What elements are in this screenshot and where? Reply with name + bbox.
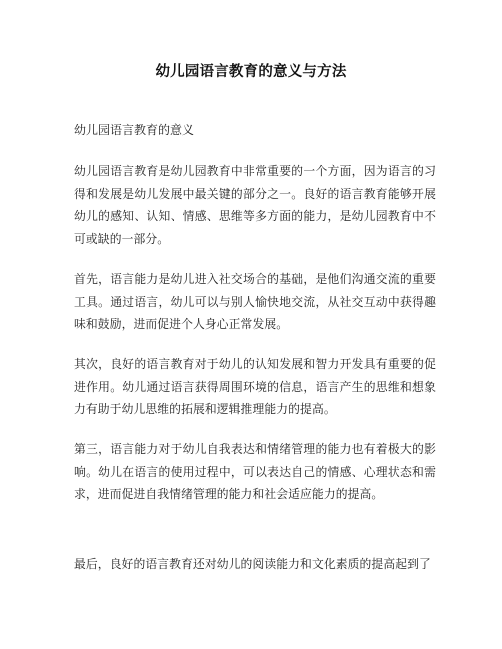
paragraph: 最后，良好的语言教育还对幼儿的阅读能力和文化素质的提高起到了 — [74, 557, 431, 571]
paragraph: 其次，良好的语言教育对于幼儿的认知发展和智力开发具有重要的促进作用。幼儿通过语言获得周围环境的信息，语言产生的思维和想象力有助于幼儿思维的拓展和逻辑推理能力的提高。 — [74, 357, 436, 416]
paragraph: 首先，语言能力是幼儿进入社交场合的基础，是他们沟通交流的重要工具。通过语言，幼儿可以与别人愉快地交流，从社交互动中获得趣味和鼓励，进而促进个人身心正常发展。 — [74, 272, 436, 331]
document-title: 幼儿园语言教育的意义与方法 — [155, 64, 347, 80]
paragraph: 第三，语言能力对于幼儿自我表达和情绪管理的能力也有着极大的影响。幼儿在语言的使用过程中，可以表达自己的情感、心理状态和需求，进而促进自我情绪管理的能力和社会适应能力的提高。 — [74, 442, 436, 501]
section-heading: 幼儿园语言教育的意义 — [74, 123, 195, 137]
paragraph: 幼儿园语言教育是幼儿园教育中非常重要的一个方面，因为语言的习得和发展是幼儿发展中最关键的部分之一。良好的语言教育能够开展幼儿的感知、认知、情感、思维等多方面的能力，是幼儿园教育中不可或缺的一部分。 — [74, 164, 436, 246]
